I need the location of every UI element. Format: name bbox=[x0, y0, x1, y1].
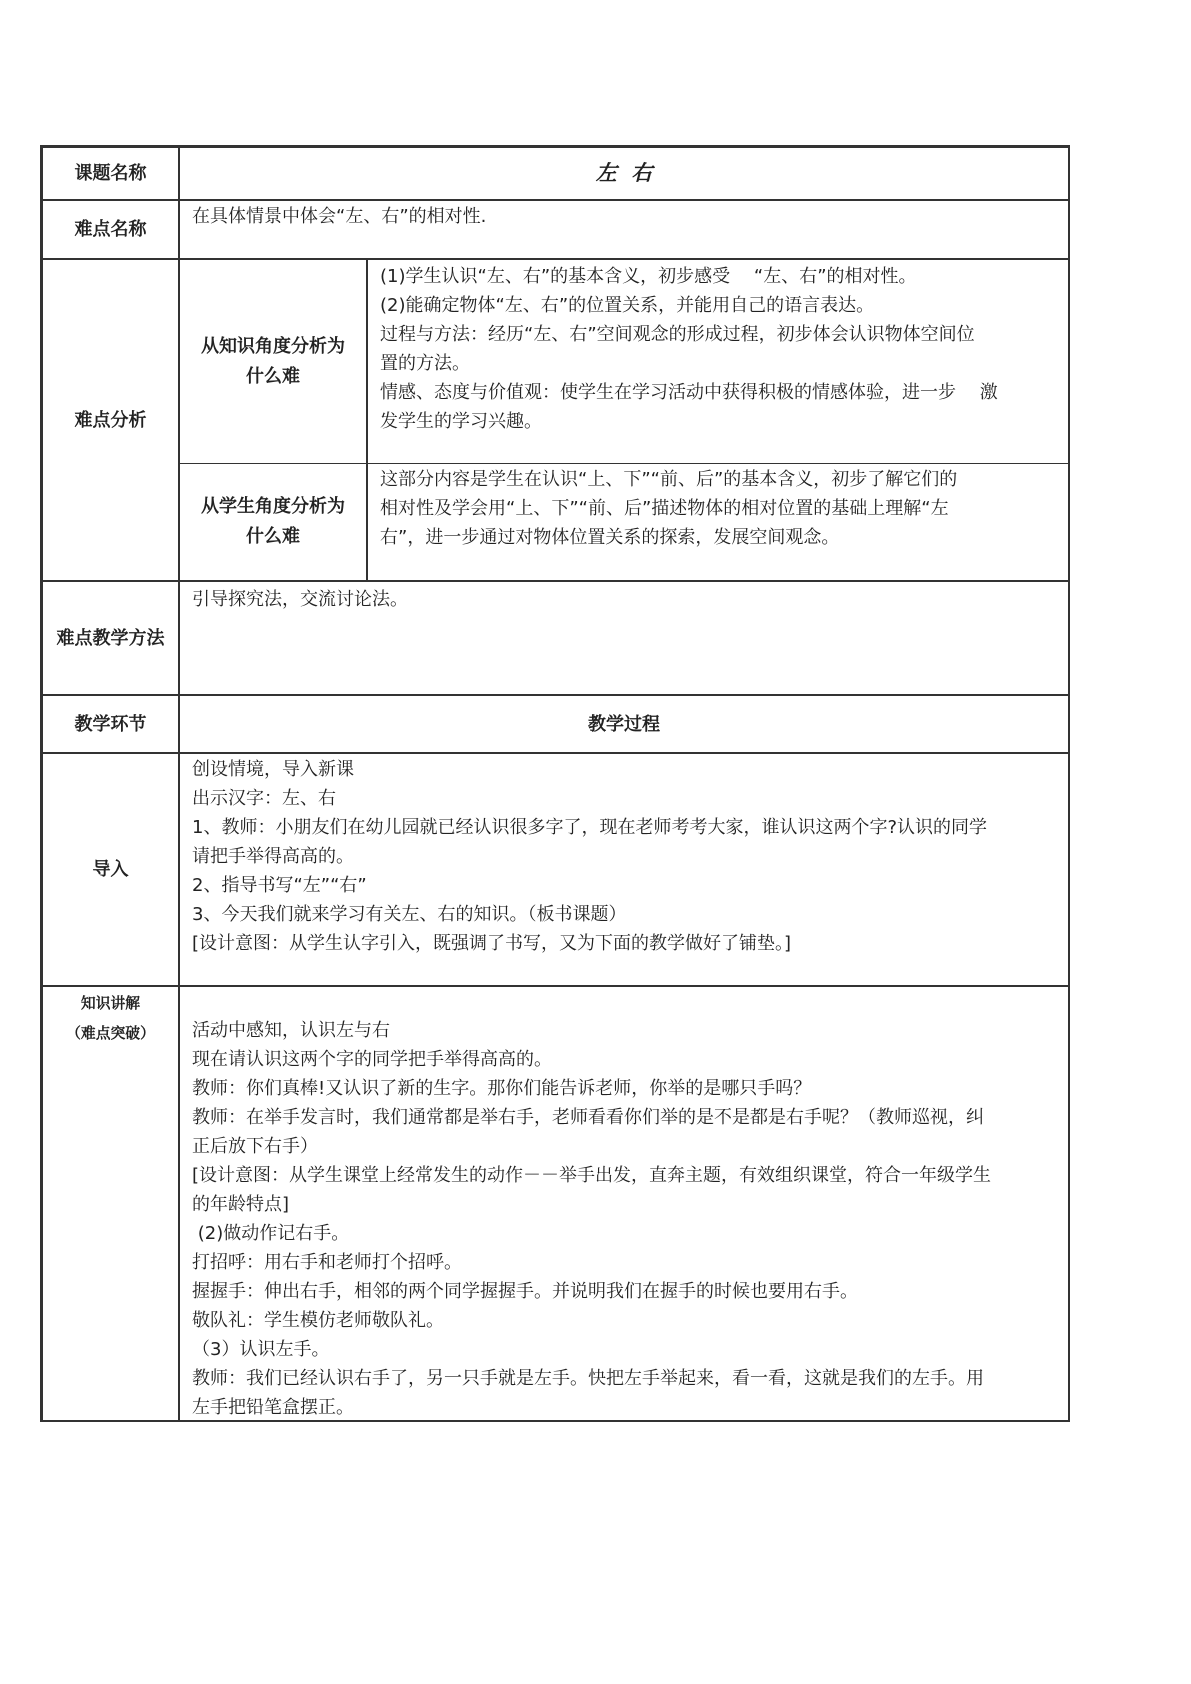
analysis-label: 难点分析 bbox=[74, 409, 147, 431]
text-line: 1、教师：小朋友们在幼儿园就已经认识很多字了，现在老师考考大家，谁认识这两个字?认识的同学 bbox=[192, 817, 988, 838]
text-line: 这部分内容是学生在认识“上、下”“前、后”的基本含义，初步了解它们的 bbox=[380, 469, 958, 490]
text-line: 左手把铅笔盒摆正。 bbox=[192, 1397, 354, 1418]
intro-content bbox=[180, 755, 1068, 985]
text-line: 2、指导书写“左”“右” bbox=[192, 875, 367, 896]
text-line: 打招呼：用右手和老师打个招呼。 bbox=[192, 1252, 462, 1273]
knowledge-angle-text: 从知识角度分析为什么难 bbox=[201, 335, 345, 387]
knowledge-label-line2: （难点突破） bbox=[66, 1025, 155, 1042]
text-line: 教师：你们真棒!又认识了新的生字。那你们能告诉老师，你举的是哪只手吗？ bbox=[192, 1078, 812, 1099]
text-line: 创设情境，导入新课 bbox=[192, 759, 354, 780]
knowledge-label bbox=[43, 987, 178, 1420]
text-line: 活动中感知，认识左与右 bbox=[192, 1020, 390, 1041]
text-line: (2)能确定物体“左、右”的位置关系，并能用自己的语言表达。 bbox=[380, 295, 875, 316]
text-line: 的年龄特点] bbox=[192, 1194, 290, 1215]
row-divider bbox=[40, 199, 1070, 201]
process-stage-header: 教学环节 bbox=[74, 713, 147, 735]
title-label: 课题名称 bbox=[74, 163, 147, 184]
text-line: 敬队礼：学生模仿老师敬队礼。 bbox=[192, 1310, 444, 1331]
text-line: 正后放下右手） bbox=[192, 1136, 318, 1157]
text-line: 教师：在举手发言时，我们通常都是举右手，老师看看你们举的是不是都是右手呢？（教师巡视，纠 bbox=[192, 1107, 984, 1128]
student-angle-label bbox=[180, 464, 366, 580]
knowledge-label-line1: 知识讲解 bbox=[80, 995, 141, 1012]
text-line: 右”，进一步通过对物体位置关系的探索，发展空间观念。 bbox=[380, 527, 840, 548]
method-value: 引导探究法，交流讨论法。 bbox=[192, 589, 408, 610]
knowledge-angle-content bbox=[368, 262, 1068, 463]
row-divider bbox=[40, 752, 1070, 754]
text-line: 3、今天我们就来学习有关左、右的知识。（板书课题） bbox=[192, 904, 627, 925]
process-content-header: 教学过程 bbox=[588, 713, 660, 735]
text-line: (1)学生认识“左、右”的基本含义，初步感受 “左、右”的相对性。 bbox=[380, 266, 917, 287]
text-line: （3）认识左手。 bbox=[192, 1339, 330, 1360]
text-line: [设计意图：从学生课堂上经常发生的动作－－举手出发，直奔主题，有效组织课堂，符合一年级学生 bbox=[192, 1165, 992, 1186]
text-line: 过程与方法：经历“左、右”空间观念的形成过程，初步体会认识物体空间位 bbox=[380, 324, 975, 345]
text-line: 相对性及学会用“上、下”“前、后”描述物体的相对位置的基础上理解“左 bbox=[380, 498, 949, 519]
lesson-title: 左 右 bbox=[595, 161, 653, 185]
row-divider bbox=[40, 985, 1070, 987]
intro-label: 导入 bbox=[92, 859, 129, 880]
method-label: 难点教学方法 bbox=[56, 627, 165, 649]
difficulty-value: 在具体情景中体会“左、右”的相对性. bbox=[192, 206, 487, 227]
student-angle-text: 从学生角度分析为什么难 bbox=[201, 496, 345, 547]
text-line: 教师：我们已经认识右手了，另一只手就是左手。快把左手举起来，看一看，这就是我们的左手。用 bbox=[192, 1368, 984, 1389]
text-line: 发学生的学习兴趣。 bbox=[380, 411, 542, 432]
knowledge-angle-label bbox=[180, 260, 366, 463]
text-line: 现在请认识这两个字的同学把手举得高高的。 bbox=[192, 1049, 552, 1070]
table-border-right bbox=[1068, 145, 1070, 1422]
text-line: 握握手：伸出右手，相邻的两个同学握握手。并说明我们在握手的时候也要用右手。 bbox=[192, 1281, 858, 1302]
text-line: 置的方法。 bbox=[380, 353, 470, 374]
text-line: 出示汉字：左、右 bbox=[192, 788, 336, 809]
text-line: [设计意图：从学生认字引入，既强调了书写，又为下面的教学做好了铺垫。] bbox=[192, 933, 792, 954]
difficulty-label: 难点名称 bbox=[74, 219, 147, 240]
text-line: 情感、态度与价值观：使学生在学习活动中获得积极的情感体验，进一步 激 bbox=[380, 382, 998, 403]
text-line: 请把手举得高高的。 bbox=[192, 846, 354, 867]
text-line: (2)做动作记右手。 bbox=[192, 1223, 350, 1244]
student-angle-content bbox=[368, 465, 1068, 580]
knowledge-content bbox=[180, 1016, 1068, 1420]
row-divider bbox=[40, 580, 1070, 582]
